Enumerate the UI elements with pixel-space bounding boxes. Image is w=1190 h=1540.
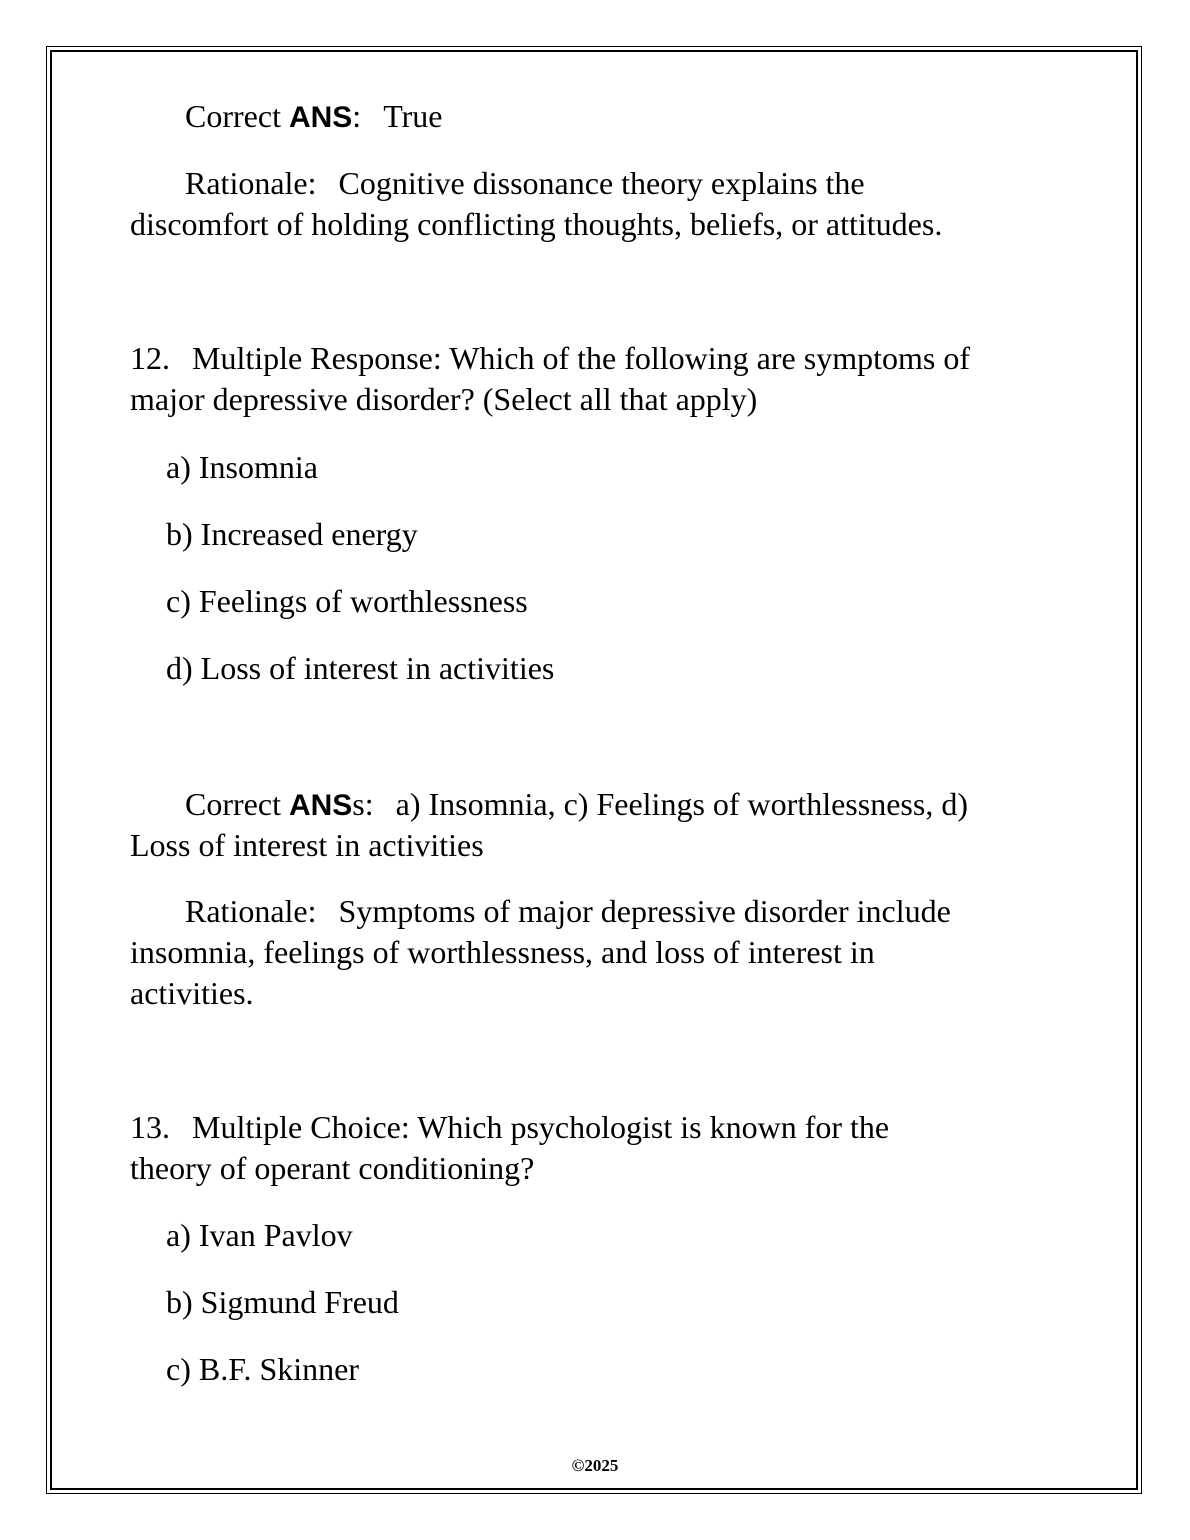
q13-option-b: b) Sigmund Freud [166,1284,399,1320]
page-border-inner [50,50,1138,1490]
q12-option-a: a) Insomnia [166,449,318,485]
answer-key: ANS [288,101,353,134]
answer-prefix: Correct [185,786,289,822]
answer-suffix: s: [352,786,374,822]
q13-option-c: c) B.F. Skinner [166,1351,359,1387]
rationale-text: Symptoms of major depressive disorder include [338,893,951,929]
answer-value: a) Insomnia, c) Feelings of worthlessness, d) [395,786,968,822]
answer-suffix: : [352,98,362,134]
q12-correct-answer [185,784,968,826]
q12-rationale-line-3: activities. [130,975,254,1011]
answer-value: True [383,98,443,134]
q11-correct-answer [185,96,442,138]
answer-prefix: Correct [185,98,289,134]
rationale-label: Rationale: [185,893,317,929]
q13-stem [130,1107,889,1148]
answer-key: ANS [288,789,353,822]
question-number: 13. [130,1109,170,1145]
q12-stem-line-2: major depressive disorder? (Select all that apply) [130,381,758,417]
q12-rationale-line [185,891,951,932]
q13-stem-line-2: theory of operant conditioning? [130,1150,535,1186]
question-text: Multiple Response: Which of the following are symptoms of [192,340,970,376]
rationale-text: Cognitive dissonance theory explains the [338,165,865,201]
q12-rationale-line-2: insomnia, feelings of worthlessness, and loss of interest in [130,934,875,970]
q11-rationale-line [185,163,865,204]
q12-option-c: c) Feelings of worthlessness [166,583,528,619]
question-number: 12. [130,340,170,376]
q12-answer-line-2: Loss of interest in activities [130,827,484,863]
question-text: Multiple Choice: Which psychologist is known for the [192,1109,890,1145]
q11-rationale-line-2: discomfort of holding conflicting thoughts, beliefs, or attitudes. [130,206,943,242]
q12-option-b: b) Increased energy [166,516,418,552]
copyright-footer: ©2025 [571,1456,619,1475]
q12-stem [130,338,970,379]
q12-option-d: d) Loss of interest in activities [166,650,555,686]
rationale-label: Rationale: [185,165,317,201]
q13-option-a: a) Ivan Pavlov [166,1217,353,1253]
